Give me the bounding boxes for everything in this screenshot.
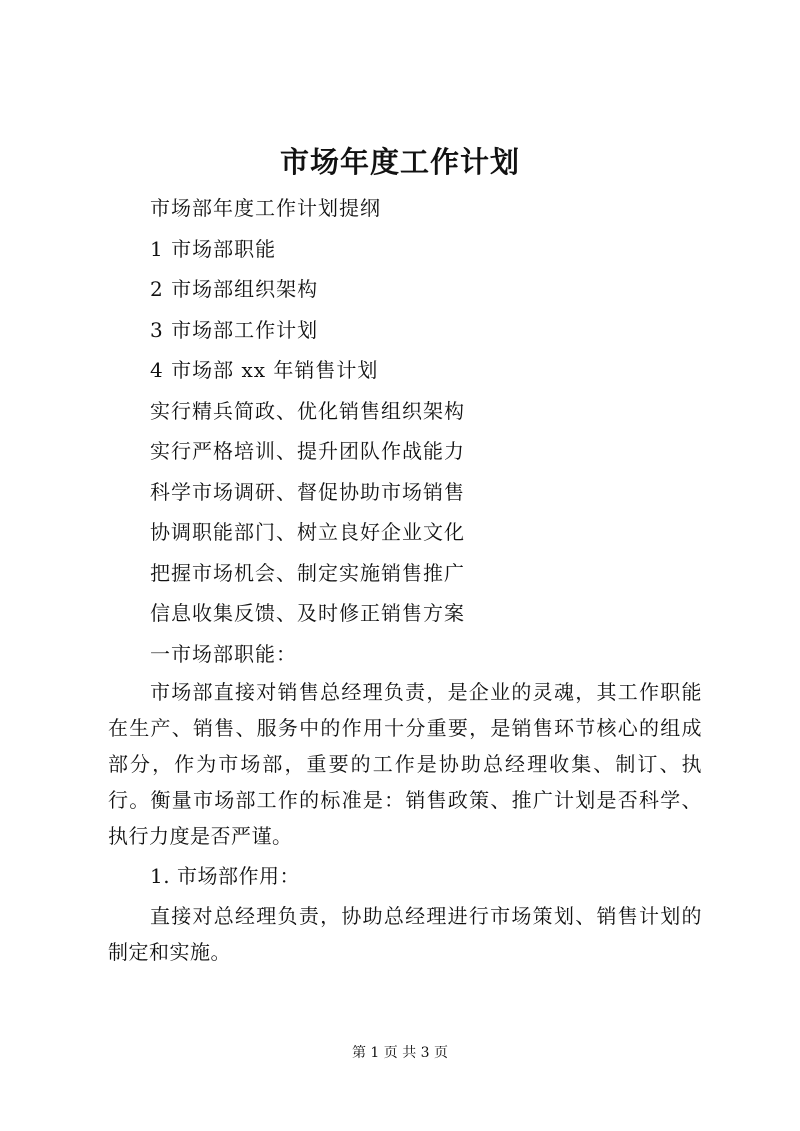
document-title: 市场年度工作计划 — [279, 145, 520, 179]
outline-item: 把握市场机会、制定实施销售推广 — [150, 560, 465, 585]
document-body — [108, 674, 702, 970]
outline-item: 实行严格培训、提升团队作战能力 — [150, 439, 465, 463]
outline-item: 市场部年度工作计划提纲 — [150, 196, 381, 220]
outline-item: 实行精兵简政、优化销售组织架构 — [150, 398, 465, 423]
outline-item: 4 市场部 xx 年销售计划 — [150, 358, 379, 382]
outline-item: 信息收集反馈、及时修正销售方案 — [150, 601, 465, 625]
outline-item: 3 市场部工作计划 — [150, 317, 319, 342]
body-paragraph: 市场部直接对销售总经理负责，是企业的灵魂，其工作职能在生产、销售、服务中的作用十分重要，是销售环节核心的组成部分，作为市场部，重要的工作是协助总经理收集、制订、执行。衡量市场部工作的标准是：销售政策、推广计划是否科学、执行力度是否严谨。 — [108, 680, 702, 848]
page-footer: 第 1 页 共 3 页 — [351, 1045, 449, 1061]
outline-item: 2 市场部组织架构 — [150, 277, 319, 301]
outline-item: 协调职能部门、树立良好企业文化 — [150, 520, 465, 544]
body-paragraph: 直接对总经理负责，协助总经理进行市场策划、销售计划的制定和实施。 — [108, 904, 702, 964]
outline-list — [150, 188, 710, 674]
section-heading: 一市场部职能： — [150, 641, 297, 666]
outline-item: 1 市场部职能 — [150, 236, 277, 261]
outline-item: 科学市场调研、督促协助市场销售 — [150, 479, 465, 504]
subsection-heading: 1. 市场部作用： — [150, 864, 300, 888]
